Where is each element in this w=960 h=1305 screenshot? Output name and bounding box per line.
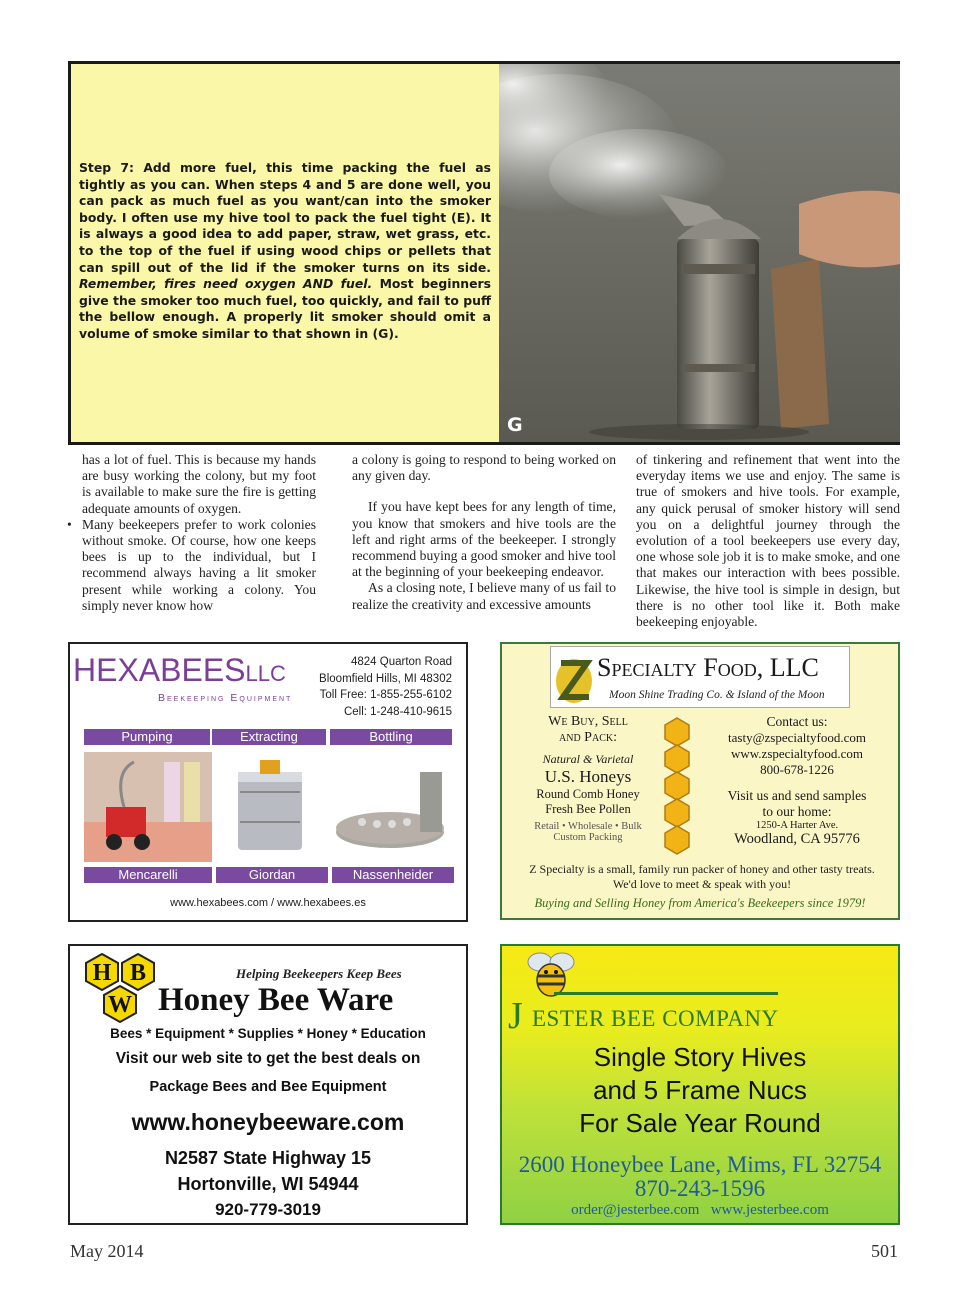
zspecialty-contact-label: Contact us: xyxy=(766,714,828,729)
zspecialty-comb: Round Comb Honey xyxy=(536,787,640,801)
hexabees-tollfree: Toll Free: 1-855-255-6102 xyxy=(319,689,452,701)
article-bullet xyxy=(67,516,316,614)
step-text-part: Most beginners give the smoker too much fuel, too quickly, and fail to puff the bellow enough. A properly lit smoker should omit a volume of smoke similar to that shown in (G). xyxy=(79,276,491,341)
zspecialty-website[interactable]: www.zspecialtyfood.com xyxy=(730,746,863,761)
zspecialty-products xyxy=(508,714,668,843)
hexabees-street: 4824 Quarton Road xyxy=(350,656,452,668)
hexabees-label-mencarelli: Mencarelli xyxy=(84,867,212,883)
step-text-part: Step 7: Add more fuel, this time packing the fuel as tightly as you can. When steps 4 and 5 are done well, you can pack as much fuel as you want/can into the smoker body. I often use my hive tool to pack the fuel tight (E). It is always a good idea to add paper, straw, wet grass, etc. to the top of the fuel if using wood chips or pellets that can spill out of the lid if the smoker turns on its side. xyxy=(79,160,491,275)
hexabees-cell: Cell: 1-248-410-9615 xyxy=(343,705,452,718)
jester-company-name: ESTER BEE COMPANY xyxy=(532,1006,779,1031)
hbw-phone: 920-779-3019 xyxy=(215,1200,321,1219)
bullet-icon: • xyxy=(67,516,72,532)
zspecialty-phone: 800-678-1226 xyxy=(760,762,834,777)
hexabees-address xyxy=(319,654,452,720)
hexabees-tagline: Beekeeping Equipment xyxy=(158,692,293,704)
step-text-emphasis: Remember, fires need oxygen AND fuel. xyxy=(79,276,373,292)
zspecialty-contact xyxy=(702,714,892,848)
extractor-image xyxy=(220,752,320,862)
zspecialty-street: 1250-A Harter Ave. xyxy=(755,820,839,831)
bottling-machine-image xyxy=(332,752,454,862)
jesterbee-ad[interactable] xyxy=(500,944,900,1225)
hexabees-label-giordan: Giordan xyxy=(216,867,328,883)
hexabees-logo-text: HEXABEES xyxy=(73,652,246,688)
zspecialty-natural: Natural & Varietal xyxy=(542,752,634,766)
hexabees-logo xyxy=(73,652,286,689)
zspecialty-footer: Buying and Selling Honey from America's Beekeepers since 1979! xyxy=(534,896,866,910)
hbw-city: Hortonville, WI 54944 xyxy=(177,1174,359,1194)
zspecialty-description xyxy=(506,862,898,892)
zspecialty-honeys: U.S. Honeys xyxy=(544,767,632,786)
pump-equipment-image xyxy=(84,752,212,862)
zspecialty-custom: Custom Packing xyxy=(553,832,623,843)
hexabees-label-pumping: Pumping xyxy=(84,729,210,745)
article-paragraph: has a lot of fuel. This is because my hands are busy working the colony, but my foot is available to make sure the fire is getting adequate amounts of oxygen. xyxy=(82,452,316,516)
article-column-3 xyxy=(636,452,900,630)
footer-date: May 2014 xyxy=(70,1241,144,1261)
jester-line-1: Single Story Hives xyxy=(593,1042,807,1072)
zspecialty-subtitle: Moon Shine Trading Co. & Island of the Moon xyxy=(609,689,825,701)
article-bullet-text: Many beekeepers prefer to work colonies without smoke. Of course, how one keeps bees is up to the individual, but I recommend always having a lit smoker present while working a colony. You simply never know how xyxy=(82,516,316,613)
hexabees-logo-llc: LLC xyxy=(245,661,286,686)
article-column-2 xyxy=(352,452,616,613)
hexabees-website[interactable]: www.hexabees.com / www.hexabees.es xyxy=(170,897,366,909)
hbw-letter-h: H xyxy=(92,960,112,986)
zspecialty-pack: and Pack: xyxy=(559,730,617,745)
zspecialty-title: Specialty Food, LLC xyxy=(597,653,819,682)
zspecialty-desc-line: We'd love to meet & speak with you! xyxy=(612,877,792,891)
smoker-photo xyxy=(499,64,900,442)
zspecialty-city: Woodland, CA 95776 xyxy=(734,831,860,847)
photo-label: G xyxy=(507,414,523,436)
hexabees-city: Bloomfield Hills, MI 48302 xyxy=(319,672,452,685)
zspecialty-visit: Visit us and send samples xyxy=(727,788,867,803)
article-column-1 xyxy=(67,452,316,614)
zspecialty-home: to our home: xyxy=(762,804,832,819)
hbw-honeycomb-logo xyxy=(80,952,160,1024)
footer-page-number: 501 xyxy=(871,1241,898,1261)
hbw-street: N2587 State Highway 15 xyxy=(164,1148,372,1168)
honeybeeware-ad[interactable] xyxy=(68,944,468,1225)
zspecialty-email[interactable]: tasty@zspecialtyfood.com xyxy=(728,730,866,745)
hbw-tagline: Helping Beekeepers Keep Bees xyxy=(236,966,402,981)
article-paragraph: As a closing note, I believe many of us fail to realize the creativity and excessive amounts xyxy=(352,580,616,612)
hbw-letter-w: W xyxy=(108,992,132,1018)
zspecialty-ad[interactable] xyxy=(500,642,900,920)
zspecialty-desc-line: Z Specialty is a small, family run packer of honey and other tasty treats. xyxy=(529,862,875,876)
step-7-box xyxy=(68,61,900,445)
zspecialty-header xyxy=(550,646,850,708)
jester-address: 2600 Honeybee Lane, Mims, FL 32754 xyxy=(518,1152,882,1177)
article-paragraph: a colony is going to respond to being worked on any given day. xyxy=(352,452,616,484)
zspecialty-buy: We Buy, Sell xyxy=(548,714,628,729)
jester-line-3: For Sale Year Round xyxy=(579,1108,821,1138)
hexabees-ad[interactable] xyxy=(68,642,468,922)
jester-line-2: and 5 Frame Nucs xyxy=(593,1075,807,1105)
smoker-photo-image xyxy=(499,64,900,442)
hbw-website[interactable]: www.honeybeeware.com xyxy=(131,1109,405,1135)
jester-phone: 870-243-1596 xyxy=(634,1176,766,1201)
article-paragraph: of tinkering and refinement that went into the everyday items we use and enjoy. The same is true of smokers and hive tools. For example, any quick perusal of smoker history will send you on a delightful journey through the evolution of a tool beekeepers use every day, one whose sole job it is to make smoke, and one that makes our interaction with bees possible. Likewise, the hive tool is simple in design, but there is no other tool like it. Both make beekeeping enjoyable. xyxy=(636,452,900,630)
hbw-products: Bees * Equipment * Supplies * Honey * Education xyxy=(110,1026,426,1041)
zspecialty-retail: Retail • Wholesale • Bulk xyxy=(534,821,642,832)
z-logo-icon xyxy=(553,651,595,705)
step-7-text xyxy=(79,160,491,343)
hexabees-label-extracting: Extracting xyxy=(212,729,326,745)
hexabees-label-bottling: Bottling xyxy=(330,729,452,745)
jester-contact xyxy=(502,1202,898,1219)
jester-email[interactable]: order@jesterbee.com xyxy=(571,1202,700,1218)
jester-initial: J xyxy=(508,995,523,1037)
hexabees-label-nassenheider: Nassenheider xyxy=(332,867,454,883)
hbw-visit: Visit our web site to get the best deals on xyxy=(115,1050,421,1067)
zspecialty-pollen: Fresh Bee Pollen xyxy=(545,802,631,816)
honeycomb-icons xyxy=(662,716,692,856)
hbw-letter-b: B xyxy=(129,960,147,986)
jester-divider xyxy=(554,992,778,995)
article-paragraph: If you have kept bees for any length of time, you know that smokers and hive tools are the left and right arms of the beekeeper. I strongly recommend buying a good smoker and hive tool at the beginning of your beekeeping endeavor. xyxy=(352,499,616,580)
hbw-title: Honey Bee Ware xyxy=(158,982,394,1018)
hbw-package: Package Bees and Bee Equipment xyxy=(149,1079,387,1095)
jester-website[interactable]: www.jesterbee.com xyxy=(710,1202,829,1218)
